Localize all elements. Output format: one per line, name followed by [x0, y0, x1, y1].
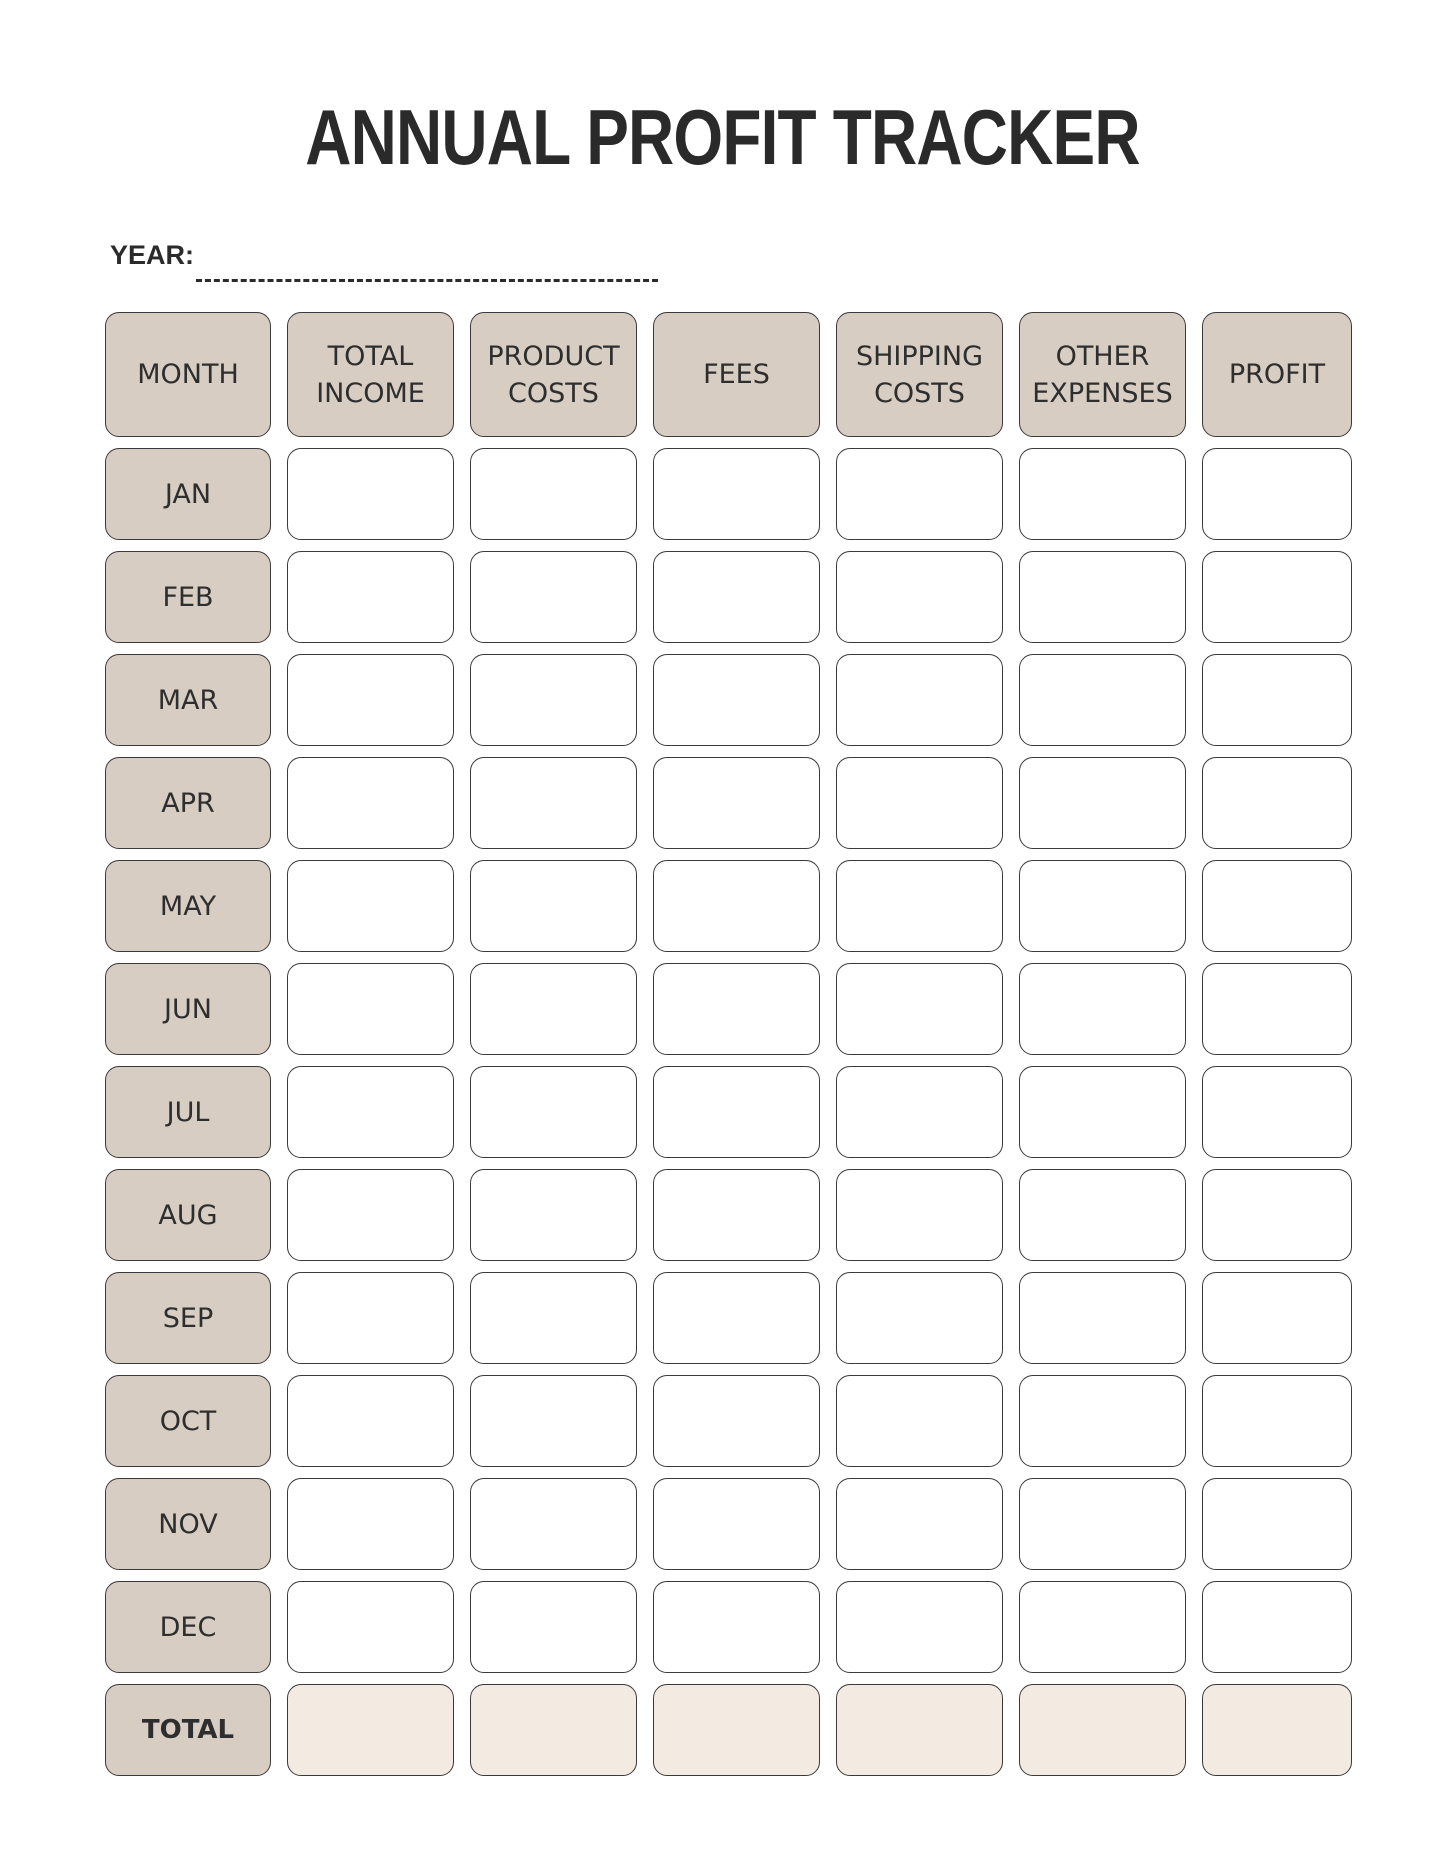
cell-jun-shipping-costs[interactable]: [836, 963, 1003, 1055]
year-input-line[interactable]: [196, 279, 658, 282]
cell-mar-fees[interactable]: [653, 654, 820, 746]
cell-feb-product-costs[interactable]: [470, 551, 637, 643]
cell-jan-profit[interactable]: [1202, 448, 1352, 540]
cell-aug-total-income[interactable]: [287, 1169, 454, 1261]
cell-aug-product-costs[interactable]: [470, 1169, 637, 1261]
cell-total-fees[interactable]: [653, 1684, 820, 1776]
cell-may-other-expenses[interactable]: [1019, 860, 1186, 952]
cell-total-total-income[interactable]: [287, 1684, 454, 1776]
cell-feb-fees[interactable]: [653, 551, 820, 643]
row-label-total: TOTAL: [105, 1684, 271, 1776]
cell-feb-shipping-costs[interactable]: [836, 551, 1003, 643]
row-label-sep: SEP: [105, 1272, 271, 1364]
cell-dec-profit[interactable]: [1202, 1581, 1352, 1673]
cell-jan-product-costs[interactable]: [470, 448, 637, 540]
cell-oct-shipping-costs[interactable]: [836, 1375, 1003, 1467]
cell-aug-other-expenses[interactable]: [1019, 1169, 1186, 1261]
cell-jul-product-costs[interactable]: [470, 1066, 637, 1158]
cell-total-product-costs[interactable]: [470, 1684, 637, 1776]
cell-jul-fees[interactable]: [653, 1066, 820, 1158]
column-header-profit: PROFIT: [1202, 312, 1352, 437]
cell-jan-fees[interactable]: [653, 448, 820, 540]
cell-jun-profit[interactable]: [1202, 963, 1352, 1055]
row-label-mar: MAR: [105, 654, 271, 746]
cell-nov-other-expenses[interactable]: [1019, 1478, 1186, 1570]
cell-oct-total-income[interactable]: [287, 1375, 454, 1467]
cell-jan-total-income[interactable]: [287, 448, 454, 540]
cell-sep-product-costs[interactable]: [470, 1272, 637, 1364]
row-label-nov: NOV: [105, 1478, 271, 1570]
cell-oct-profit[interactable]: [1202, 1375, 1352, 1467]
cell-sep-fees[interactable]: [653, 1272, 820, 1364]
cell-nov-total-income[interactable]: [287, 1478, 454, 1570]
row-label-oct: OCT: [105, 1375, 271, 1467]
cell-dec-other-expenses[interactable]: [1019, 1581, 1186, 1673]
cell-feb-other-expenses[interactable]: [1019, 551, 1186, 643]
cell-jun-other-expenses[interactable]: [1019, 963, 1186, 1055]
cell-may-fees[interactable]: [653, 860, 820, 952]
cell-dec-total-income[interactable]: [287, 1581, 454, 1673]
cell-apr-shipping-costs[interactable]: [836, 757, 1003, 849]
row-label-aug: AUG: [105, 1169, 271, 1261]
cell-feb-total-income[interactable]: [287, 551, 454, 643]
cell-nov-shipping-costs[interactable]: [836, 1478, 1003, 1570]
cell-jul-other-expenses[interactable]: [1019, 1066, 1186, 1158]
cell-jun-product-costs[interactable]: [470, 963, 637, 1055]
row-label-dec: DEC: [105, 1581, 271, 1673]
cell-jun-fees[interactable]: [653, 963, 820, 1055]
column-header-shipping-costs: SHIPPING COSTS: [836, 312, 1003, 437]
row-label-may: MAY: [105, 860, 271, 952]
row-label-apr: APR: [105, 757, 271, 849]
cell-feb-profit[interactable]: [1202, 551, 1352, 643]
cell-jul-profit[interactable]: [1202, 1066, 1352, 1158]
tracker-table: [105, 312, 1352, 1776]
cell-jan-shipping-costs[interactable]: [836, 448, 1003, 540]
year-label: YEAR:: [110, 240, 195, 270]
cell-dec-product-costs[interactable]: [470, 1581, 637, 1673]
cell-oct-product-costs[interactable]: [470, 1375, 637, 1467]
cell-jan-other-expenses[interactable]: [1019, 448, 1186, 540]
column-header-month: MONTH: [105, 312, 271, 437]
cell-may-shipping-costs[interactable]: [836, 860, 1003, 952]
column-header-fees: FEES: [653, 312, 820, 437]
cell-aug-fees[interactable]: [653, 1169, 820, 1261]
cell-sep-shipping-costs[interactable]: [836, 1272, 1003, 1364]
column-header-total-income: TOTAL INCOME: [287, 312, 454, 437]
cell-aug-shipping-costs[interactable]: [836, 1169, 1003, 1261]
cell-jul-shipping-costs[interactable]: [836, 1066, 1003, 1158]
cell-nov-profit[interactable]: [1202, 1478, 1352, 1570]
column-header-other-expenses: OTHER EXPENSES: [1019, 312, 1186, 437]
cell-mar-shipping-costs[interactable]: [836, 654, 1003, 746]
cell-total-other-expenses[interactable]: [1019, 1684, 1186, 1776]
column-header-product-costs: PRODUCT COSTS: [470, 312, 637, 437]
row-label-jan: JAN: [105, 448, 271, 540]
cell-may-profit[interactable]: [1202, 860, 1352, 952]
cell-apr-other-expenses[interactable]: [1019, 757, 1186, 849]
cell-apr-product-costs[interactable]: [470, 757, 637, 849]
cell-mar-product-costs[interactable]: [470, 654, 637, 746]
cell-sep-profit[interactable]: [1202, 1272, 1352, 1364]
page-title: ANNUAL PROFIT TRACKER: [305, 93, 1140, 181]
cell-total-shipping-costs[interactable]: [836, 1684, 1003, 1776]
cell-jul-total-income[interactable]: [287, 1066, 454, 1158]
cell-nov-product-costs[interactable]: [470, 1478, 637, 1570]
cell-mar-total-income[interactable]: [287, 654, 454, 746]
cell-apr-fees[interactable]: [653, 757, 820, 849]
cell-nov-fees[interactable]: [653, 1478, 820, 1570]
cell-dec-fees[interactable]: [653, 1581, 820, 1673]
cell-apr-total-income[interactable]: [287, 757, 454, 849]
cell-sep-other-expenses[interactable]: [1019, 1272, 1186, 1364]
cell-total-profit[interactable]: [1202, 1684, 1352, 1776]
row-label-jul: JUL: [105, 1066, 271, 1158]
cell-oct-fees[interactable]: [653, 1375, 820, 1467]
row-label-jun: JUN: [105, 963, 271, 1055]
cell-apr-profit[interactable]: [1202, 757, 1352, 849]
cell-may-total-income[interactable]: [287, 860, 454, 952]
cell-mar-profit[interactable]: [1202, 654, 1352, 746]
cell-dec-shipping-costs[interactable]: [836, 1581, 1003, 1673]
year-field: [110, 240, 658, 270]
cell-may-product-costs[interactable]: [470, 860, 637, 952]
cell-jun-total-income[interactable]: [287, 963, 454, 1055]
cell-aug-profit[interactable]: [1202, 1169, 1352, 1261]
cell-oct-other-expenses[interactable]: [1019, 1375, 1186, 1467]
cell-sep-total-income[interactable]: [287, 1272, 454, 1364]
row-label-feb: FEB: [105, 551, 271, 643]
cell-mar-other-expenses[interactable]: [1019, 654, 1186, 746]
